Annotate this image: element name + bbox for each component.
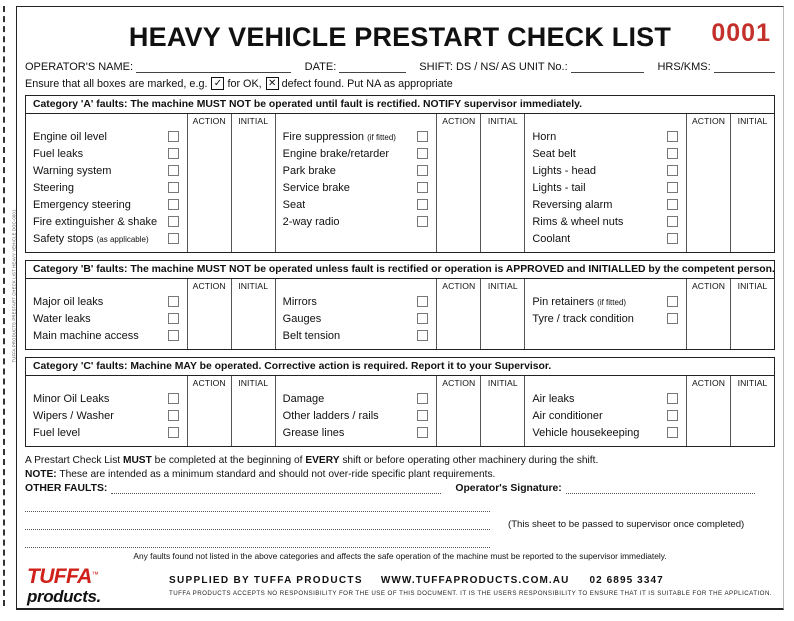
initial-column[interactable]: [231, 114, 275, 252]
operator-signature-input[interactable]: [566, 483, 756, 494]
operator-name-label: OPERATOR'S NAME:: [25, 61, 134, 73]
item-text: Service brake: [282, 181, 350, 194]
action-column[interactable]: [187, 376, 231, 446]
initial-column-header: INITIAL: [737, 281, 768, 291]
note2-text: These are intended as a minimum standard and should not over-ride specific plant requirements.: [56, 469, 496, 480]
action-column[interactable]: [436, 114, 480, 252]
item-text: Seat belt: [532, 147, 576, 160]
instruction-text-mid: for OK,: [227, 77, 262, 90]
checklist-checkbox[interactable]: [667, 296, 678, 307]
item-text: Warning system: [33, 164, 112, 177]
checklist-checkbox[interactable]: [417, 330, 428, 341]
checklist-row: [283, 145, 437, 162]
completion-note: [25, 454, 775, 468]
item-text: Gauges: [282, 312, 322, 325]
category-b-group-1: [26, 279, 275, 349]
checklist-checkbox[interactable]: [667, 410, 678, 421]
checklist-row: [33, 327, 187, 344]
item-text: Safety stops: [33, 232, 94, 245]
item-text: Vehicle housekeeping: [532, 426, 640, 439]
initial-column[interactable]: [480, 376, 524, 446]
category-a-group-2: [275, 114, 525, 252]
header-spacer: [33, 116, 187, 128]
checklist-checkbox[interactable]: [417, 165, 428, 176]
initial-column-header: INITIAL: [487, 116, 518, 126]
checklist-item-label: [33, 216, 157, 228]
item-text: Pin retainers: [532, 295, 595, 308]
checklist-checkbox[interactable]: [417, 393, 428, 404]
initial-column-header: INITIAL: [487, 378, 518, 388]
website-text[interactable]: WWW.TUFFAPRODUCTS.COM.AU: [380, 574, 570, 586]
initial-column-header: INITIAL: [737, 378, 768, 388]
other-faults-input-line-4[interactable]: [25, 536, 490, 548]
checklist-checkbox[interactable]: [417, 148, 428, 159]
category-a-section: [25, 95, 775, 253]
item-text: Fuel leaks: [33, 147, 84, 160]
item-text: Lights - tail: [532, 181, 586, 194]
item-qualifier: (if fitted): [597, 297, 627, 307]
checklist-row: [283, 407, 437, 424]
checklist-item-label: [283, 313, 322, 325]
checklist-checkbox[interactable]: [667, 427, 678, 438]
item-text: Seat: [282, 198, 306, 211]
checklist-row: [532, 310, 686, 327]
checklist-checkbox[interactable]: [168, 330, 179, 341]
checklist-row: [283, 327, 437, 344]
checklist-item-label: [33, 296, 103, 308]
initial-column-header: INITIAL: [487, 281, 518, 291]
checklist-row: [532, 145, 686, 162]
item-text: Park brake: [282, 164, 336, 177]
checklist-checkbox[interactable]: [417, 199, 428, 210]
other-faults-row-3: [25, 512, 775, 530]
category-b-grid: [26, 279, 774, 349]
checklist-item-label: [532, 199, 612, 211]
checklist-checkbox[interactable]: [168, 410, 179, 421]
checklist-checkbox[interactable]: [667, 165, 678, 176]
initial-column-header: INITIAL: [737, 116, 768, 126]
item-text: Emergency steering: [33, 198, 131, 211]
checklist-item-label: [33, 131, 107, 143]
checklist-checkbox[interactable]: [667, 393, 678, 404]
checklist-checkbox[interactable]: [417, 427, 428, 438]
item-text: Minor Oil Leaks: [33, 392, 110, 405]
item-column: [525, 376, 686, 446]
checklist-checkbox[interactable]: [168, 148, 179, 159]
category-a-heading: Category 'A' faults: The machine MUST NOT be operated until fault is rectified. NOTIFY supervisor immediately.: [26, 96, 774, 114]
action-column[interactable]: [436, 376, 480, 446]
cross-box-icon: ✕: [266, 77, 279, 90]
item-text: Engine oil level: [33, 130, 107, 143]
checklist-row: [283, 213, 437, 230]
minimum-standard-note: [25, 468, 775, 482]
checklist-item-label: [33, 330, 139, 342]
item-column: [26, 279, 187, 349]
initial-column[interactable]: [231, 279, 275, 349]
checklist-item-label: [532, 427, 639, 439]
action-column[interactable]: [187, 114, 231, 252]
checklist-checkbox[interactable]: [168, 131, 179, 142]
action-column-header: ACTION: [192, 378, 226, 388]
checklist-item-label: [33, 393, 109, 405]
checklist-row: [532, 407, 686, 424]
checklist-checkbox[interactable]: [417, 410, 428, 421]
category-c-group-2: [275, 376, 525, 446]
checklist-item-label: [283, 427, 345, 439]
signature-group: [455, 483, 755, 494]
checklist-row: [532, 424, 686, 441]
item-column: [26, 376, 187, 446]
date-label: DATE:: [304, 61, 337, 73]
category-c-section: [25, 357, 775, 447]
checklist-row: [532, 230, 686, 247]
item-text: Steering: [33, 181, 74, 194]
item-text: Wipers / Washer: [33, 409, 114, 422]
category-sections: [25, 95, 775, 447]
checklist-row: [33, 128, 187, 145]
item-text: Major oil leaks: [33, 295, 104, 308]
checklist-item-label: [532, 148, 575, 160]
checklist-row: [33, 179, 187, 196]
checklist-row: [33, 162, 187, 179]
item-text: Lights - head: [532, 164, 596, 177]
brand-contact-block: [145, 575, 775, 597]
checklist-row: [283, 128, 437, 145]
item-qualifier: (as applicable): [96, 234, 149, 244]
action-column-header: ACTION: [192, 281, 226, 291]
action-column[interactable]: [686, 376, 730, 446]
tuffa-logo: [25, 566, 145, 605]
item-text: Damage: [282, 392, 325, 405]
header-spacer: [283, 378, 437, 390]
checklist-row: [33, 213, 187, 230]
checklist-item-label: [33, 199, 131, 211]
checklist-row: [33, 424, 187, 441]
other-faults-label: OTHER FAULTS:: [25, 483, 108, 494]
item-text: Fire suppression: [282, 130, 364, 143]
checklist-item-label: [532, 313, 634, 325]
item-column: [276, 114, 437, 252]
category-c-group-1: [26, 376, 275, 446]
item-text: Mirrors: [282, 295, 317, 308]
item-text: Air leaks: [532, 392, 575, 405]
identification-line: [25, 61, 775, 73]
checklist-checkbox[interactable]: [667, 199, 678, 210]
note1-part2: be completed at the beginning of: [151, 455, 306, 466]
item-text: Coolant: [532, 232, 571, 245]
header-spacer: [532, 116, 686, 128]
item-text: Belt tension: [282, 329, 341, 342]
header-spacer: [283, 281, 437, 293]
checklist-checkbox[interactable]: [168, 393, 179, 404]
checklist-item-label: [283, 330, 340, 342]
checklist-row: [33, 407, 187, 424]
note1-must: MUST: [122, 455, 152, 466]
checklist-checkbox[interactable]: [168, 233, 179, 244]
instruction-text-post: defect found. Put NA as appropriate: [281, 77, 453, 90]
checklist-item-label: [532, 233, 570, 245]
other-faults-row-4: [25, 530, 775, 548]
initial-column-header: INITIAL: [238, 281, 269, 291]
header-spacer: [532, 281, 686, 293]
other-faults-input-line-2[interactable]: [25, 500, 490, 512]
checklist-item-label: [283, 148, 389, 160]
checklist-row: [532, 179, 686, 196]
header-spacer: [33, 281, 187, 293]
checklist-row: [532, 162, 686, 179]
action-column-header: ACTION: [442, 378, 476, 388]
supplied-by-text: SUPPLIED BY TUFFA PRODUCTS: [169, 574, 363, 586]
perforation-line: [3, 6, 5, 606]
logo-tuffa-text: TUFFA: [27, 565, 92, 588]
initial-column[interactable]: [231, 376, 275, 446]
date-input[interactable]: [339, 61, 405, 73]
checklist-checkbox[interactable]: [417, 313, 428, 324]
passed-to-supervisor-note: (This sheet to be passed to supervisor once completed): [508, 519, 745, 530]
checklist-checkbox[interactable]: [667, 216, 678, 227]
note1-part1: A Prestart Check List: [25, 455, 123, 466]
action-column[interactable]: [686, 114, 730, 252]
category-a-group-1: [26, 114, 275, 252]
other-faults-input-line-1[interactable]: [111, 483, 441, 494]
category-c-grid: [26, 376, 774, 446]
action-column-header: ACTION: [691, 378, 726, 388]
category-c-group-3: [524, 376, 774, 446]
marking-instruction: [25, 77, 775, 90]
checklist-item-label: [283, 182, 350, 194]
checklist-item-label: [283, 131, 396, 143]
margin-code-text: TUFFA PRODUCTS PRESTART CHECK LIST HEAVY VEHICLE DOC-0001: [11, 209, 17, 363]
checklist-item-label: [532, 393, 574, 405]
initial-column-header: INITIAL: [238, 116, 269, 126]
checklist-item-label: [532, 131, 556, 143]
checklist-row: [283, 293, 437, 310]
checklist-item-label: [33, 427, 80, 439]
action-column-header: ACTION: [691, 116, 726, 126]
category-c-heading: Category 'C' faults: Machine MAY be operated. Corrective action is required. Report it to your Supervisor.: [26, 358, 774, 376]
initial-column-header: INITIAL: [238, 378, 269, 388]
unit-number-input[interactable]: [571, 61, 644, 73]
checklist-checkbox[interactable]: [417, 296, 428, 307]
category-a-grid: [26, 114, 774, 252]
checklist-item-label: [283, 216, 340, 228]
item-column: [276, 376, 437, 446]
initial-column[interactable]: [480, 114, 524, 252]
checklist-item-label: [532, 165, 596, 177]
checklist-item-label: [283, 199, 306, 211]
category-b-heading: Category 'B' faults: The machine MUST NOT be operated unless fault is rectified or operation is APPROVED and INITIALLED by the competent person.: [26, 261, 774, 279]
initial-column[interactable]: [730, 279, 774, 349]
checklist-checkbox[interactable]: [168, 165, 179, 176]
checklist-item-label: [33, 182, 74, 194]
action-column-header: ACTION: [192, 116, 226, 126]
item-text: Grease lines: [282, 426, 345, 439]
operator-signature-label: Operator's Signature:: [455, 483, 562, 494]
note1-every: EVERY: [305, 455, 340, 466]
category-b-section: [25, 260, 775, 350]
supplied-line: [169, 575, 775, 586]
item-text: Fuel level: [33, 426, 81, 439]
item-text: 2-way radio: [282, 215, 340, 228]
header-spacer: [283, 116, 437, 128]
form-sheet: [16, 6, 784, 610]
checklist-item-label: [33, 233, 149, 245]
checklist-checkbox[interactable]: [667, 182, 678, 193]
checklist-row: [532, 213, 686, 230]
item-text: Other ladders / rails: [282, 409, 379, 422]
checklist-row: [283, 162, 437, 179]
serial-number: 0001: [711, 19, 771, 47]
action-column[interactable]: [436, 279, 480, 349]
item-column: [26, 114, 187, 252]
item-text: Horn: [532, 130, 557, 143]
brand-footer: [25, 566, 775, 605]
logo-products-text: products.: [27, 587, 101, 606]
checklist-item-label: [33, 410, 114, 422]
checklist-item-label: [283, 296, 317, 308]
initial-column[interactable]: [730, 114, 774, 252]
action-column[interactable]: [686, 279, 730, 349]
checklist-checkbox[interactable]: [168, 216, 179, 227]
action-column-header: ACTION: [442, 281, 476, 291]
checklist-item-label: [532, 216, 623, 228]
action-column[interactable]: [187, 279, 231, 349]
disclaimer-text: TUFFA PRODUCTS ACCEPTS NO RESPONSIBILITY FOR THE USE OF THIS DOCUMENT. IT IS THE USERS RESPONSIBILITY TO ENSURE THAT IT IS SUITABLE FOR THE APPLICATION.: [169, 589, 773, 597]
checklist-checkbox[interactable]: [168, 427, 179, 438]
checklist-row: [33, 390, 187, 407]
checklist-checkbox[interactable]: [168, 313, 179, 324]
checklist-row: [33, 145, 187, 162]
category-b-group-2: [275, 279, 525, 349]
item-text: Water leaks: [33, 312, 91, 325]
checklist-checkbox[interactable]: [168, 182, 179, 193]
item-qualifier: (if fitted): [367, 132, 396, 142]
checklist-item-label: [532, 296, 626, 308]
item-text: Engine brake/retarder: [282, 147, 390, 160]
checklist-item-label: [283, 165, 336, 177]
checklist-row: [33, 230, 187, 247]
checklist-row: [283, 179, 437, 196]
checklist-checkbox[interactable]: [168, 296, 179, 307]
checklist-checkbox[interactable]: [667, 313, 678, 324]
item-column: [276, 279, 437, 349]
checklist-row: [33, 293, 187, 310]
category-b-group-3: [524, 279, 774, 349]
note1-part3: shift or before operating other machinery during the shift.: [339, 455, 599, 466]
other-faults-input-line-3[interactable]: [25, 518, 490, 530]
header-spacer: [532, 378, 686, 390]
shift-unit-label: SHIFT: DS / NS/ AS UNIT No.:: [419, 61, 568, 73]
checklist-row: [283, 390, 437, 407]
initial-column[interactable]: [480, 279, 524, 349]
hrs-kms-input[interactable]: [714, 61, 775, 73]
checklist-row: [283, 424, 437, 441]
checklist-row: [532, 196, 686, 213]
page-title: HEAVY VEHICLE PRESTART CHECK LIST: [128, 21, 672, 52]
checklist-item-label: [532, 410, 602, 422]
checklist-item-label: [283, 410, 379, 422]
checklist-item-label: [33, 148, 83, 160]
item-text: Air conditioner: [532, 409, 603, 422]
item-text: Fire extinguisher & shake: [33, 215, 158, 228]
checklist-row: [532, 128, 686, 145]
checkmark-box-icon: ✓: [211, 77, 224, 90]
checklist-row: [283, 310, 437, 327]
checklist-checkbox[interactable]: [667, 233, 678, 244]
note2-label: NOTE:: [25, 469, 57, 480]
unlisted-faults-note: Any faults found not listed in the above categories and affects the safe operation of the machine must be reported to the supervisor immediately.: [133, 551, 667, 561]
item-column: [525, 279, 686, 349]
checklist-row: [532, 293, 686, 310]
instruction-text-pre: Ensure that all boxes are marked, e.g.: [25, 77, 208, 90]
trademark-icon: ™: [91, 571, 99, 579]
other-faults-row: [25, 483, 775, 494]
action-column-header: ACTION: [442, 116, 476, 126]
header-spacer: [33, 378, 187, 390]
initial-column[interactable]: [730, 376, 774, 446]
other-faults-row-2: [25, 494, 775, 512]
checklist-checkbox[interactable]: [667, 148, 678, 159]
action-column-header: ACTION: [691, 281, 726, 291]
checklist-row: [283, 196, 437, 213]
checklist-row: [532, 390, 686, 407]
item-text: Main machine access: [33, 329, 139, 342]
item-text: Rims & wheel nuts: [532, 215, 624, 228]
phone-text: 02 6895 3347: [589, 574, 664, 586]
title-bar: [25, 15, 775, 59]
hrs-kms-label: HRS/KMS:: [657, 61, 711, 73]
checklist-checkbox[interactable]: [168, 199, 179, 210]
checklist-checkbox[interactable]: [417, 131, 428, 142]
operator-name-input[interactable]: [136, 61, 291, 73]
checklist-item-label: [283, 393, 325, 405]
category-a-group-3: [524, 114, 774, 252]
item-text: Tyre / track condition: [532, 312, 634, 325]
checklist-row: [33, 196, 187, 213]
checklist-row: [33, 310, 187, 327]
checklist-checkbox[interactable]: [417, 216, 428, 227]
checklist-item-label: [33, 165, 111, 177]
item-text: Reversing alarm: [532, 198, 613, 211]
checklist-checkbox[interactable]: [667, 131, 678, 142]
checklist-item-label: [532, 182, 585, 194]
checklist-checkbox[interactable]: [417, 182, 428, 193]
checklist-item-label: [33, 313, 91, 325]
item-column: [525, 114, 686, 252]
